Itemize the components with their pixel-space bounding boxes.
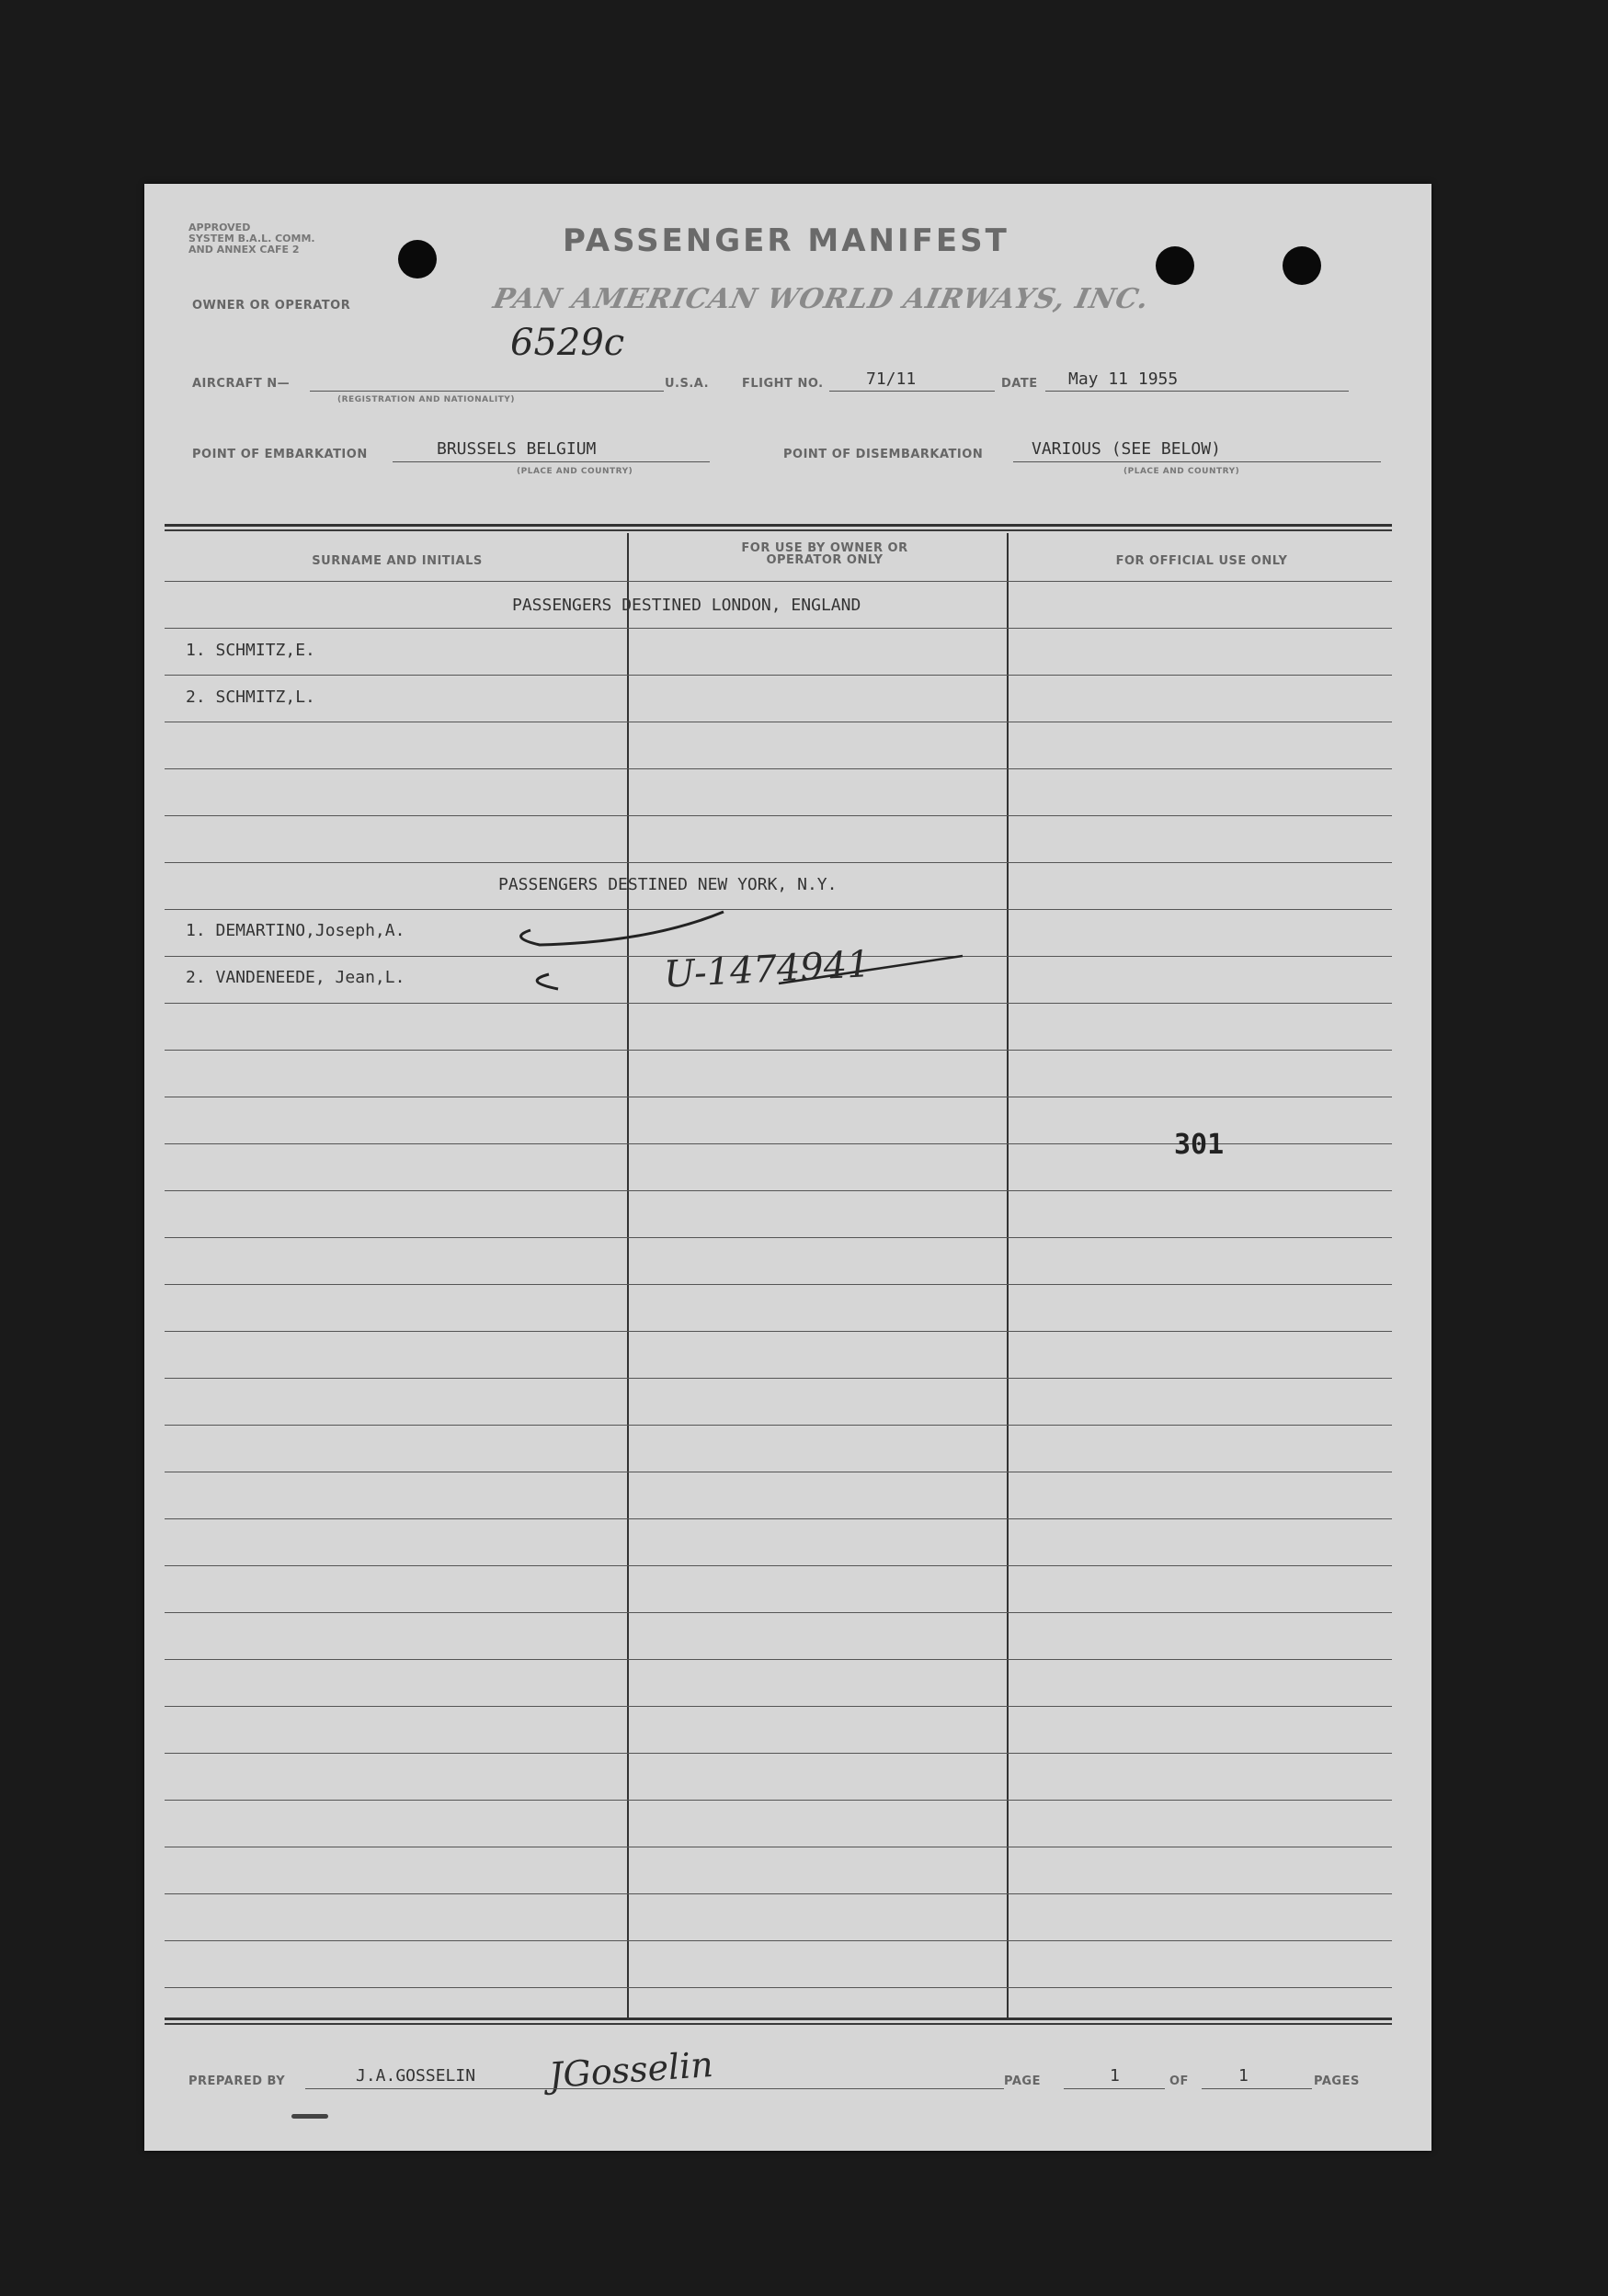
- punch-hole-right-1: [1156, 246, 1194, 285]
- date-value: May 11 1955: [1068, 369, 1179, 389]
- passenger-row-london-2: 2. SCHMITZ,L.: [186, 688, 315, 707]
- section-heading-london: PASSENGERS DESTINED LONDON, ENGLAND: [512, 596, 861, 615]
- disembarkation-underline: [1013, 461, 1381, 462]
- column-divider-1: [627, 533, 629, 2018]
- prepared-by-label: PREPARED BY: [188, 2074, 286, 2088]
- checkmark-2: [537, 974, 558, 989]
- of-value: 1: [1238, 2066, 1249, 2086]
- table-rule: [165, 1378, 1392, 1379]
- prepared-underline: [305, 2088, 1004, 2089]
- passenger-row-new-york-1: 1. DEMARTINO,Joseph,A.: [186, 921, 405, 940]
- table-rule: [165, 1050, 1392, 1051]
- passenger-row-new-york-2: 2. VANDENEEDE, Jean,L.: [186, 968, 405, 987]
- embarkation-label: POINT OF EMBARKATION: [192, 448, 368, 461]
- table-top-rule-2: [165, 529, 1392, 531]
- table-rule: [165, 815, 1392, 816]
- aircraft-label: AIRCRAFT N—: [192, 377, 291, 391]
- handwritten-aircraft-number: 6529c: [510, 322, 625, 364]
- table-rule: [165, 1940, 1392, 1941]
- table-bottom-rule: [165, 2018, 1392, 2020]
- aircraft-underline: [310, 391, 664, 392]
- table-top-rule: [165, 524, 1392, 527]
- approval-note: APPROVED SYSTEM B.A.L. COMM. AND ANNEX CAFE 2: [188, 222, 315, 256]
- registration-caption: (REGISTRATION AND NATIONALITY): [337, 395, 515, 404]
- passenger-row-london-1: 1. SCHMITZ,E.: [186, 641, 315, 660]
- table-rule: [165, 1706, 1392, 1707]
- table-rule: [165, 1987, 1392, 1988]
- handwritten-mark: U-1474941: [662, 943, 872, 996]
- punch-hole-left: [398, 240, 437, 278]
- ink-mark: [291, 2114, 328, 2119]
- owner-value: PAN AMERICAN WORLD AIRWAYS, INC.: [490, 283, 1153, 315]
- page-label: PAGE: [1004, 2074, 1041, 2088]
- table-rule: [165, 1331, 1392, 1332]
- disembarkation-label: POINT OF DISEMBARKATION: [783, 448, 984, 461]
- table-rule: [165, 628, 1392, 629]
- checkmark-1: [521, 912, 724, 945]
- table-rule: [165, 581, 1392, 582]
- page-underline: [1064, 2088, 1165, 2089]
- table-rule: [165, 1659, 1392, 1660]
- table-rule: [165, 1893, 1392, 1894]
- table-rule: [165, 1190, 1392, 1191]
- header-owner-use: FOR USE BY OWNER OR OPERATOR ONLY: [741, 541, 908, 567]
- of-label: OF: [1169, 2074, 1189, 2088]
- header-official-use: FOR OFFICIAL USE ONLY: [1115, 554, 1288, 568]
- flight-label: FLIGHT NO.: [742, 377, 824, 391]
- form-title: PASSENGER MANIFEST: [563, 222, 1009, 259]
- date-label: DATE: [1001, 377, 1038, 391]
- table-bottom-rule-2: [165, 2023, 1392, 2025]
- date-underline: [1045, 391, 1349, 392]
- table-rule: [165, 1284, 1392, 1285]
- table-rule: [165, 1612, 1392, 1613]
- table-rule: [165, 1518, 1392, 1519]
- preparer-signature: JGosselin: [547, 2043, 715, 2097]
- manifest-page: [144, 184, 1431, 2151]
- table-rule: [165, 1425, 1392, 1426]
- flight-underline: [829, 391, 995, 392]
- table-rule: [165, 1565, 1392, 1566]
- column-divider-2: [1007, 533, 1009, 2018]
- table-rule: [165, 1003, 1392, 1004]
- prepared-by-value: J.A.GOSSELIN: [356, 2066, 476, 2086]
- flight-value: 71/11: [866, 369, 917, 389]
- embarkation-caption: (PLACE AND COUNTRY): [517, 467, 633, 476]
- disembarkation-caption: (PLACE AND COUNTRY): [1123, 467, 1240, 476]
- owner-label: OWNER OR OPERATOR: [192, 299, 351, 313]
- table-rule: [165, 675, 1392, 676]
- table-rule: [165, 1237, 1392, 1238]
- table-rule: [165, 1753, 1392, 1754]
- usa-label: U.S.A.: [665, 377, 710, 391]
- table-rule: [165, 862, 1392, 863]
- stamp-number: 301: [1174, 1129, 1225, 1161]
- of-underline: [1202, 2088, 1312, 2089]
- pages-label: PAGES: [1314, 2074, 1360, 2088]
- page-value: 1: [1110, 2066, 1120, 2086]
- punch-hole-right-2: [1283, 246, 1321, 285]
- section-heading-new-york: PASSENGERS DESTINED NEW YORK, N.Y.: [498, 875, 838, 894]
- table-rule: [165, 1800, 1392, 1801]
- header-surname: SURNAME AND INITIALS: [312, 554, 483, 568]
- embarkation-value: BRUSSELS BELGIUM: [437, 439, 597, 459]
- disembarkation-value: VARIOUS (SEE BELOW): [1032, 439, 1221, 459]
- embarkation-underline: [393, 461, 710, 462]
- table-rule: [165, 768, 1392, 769]
